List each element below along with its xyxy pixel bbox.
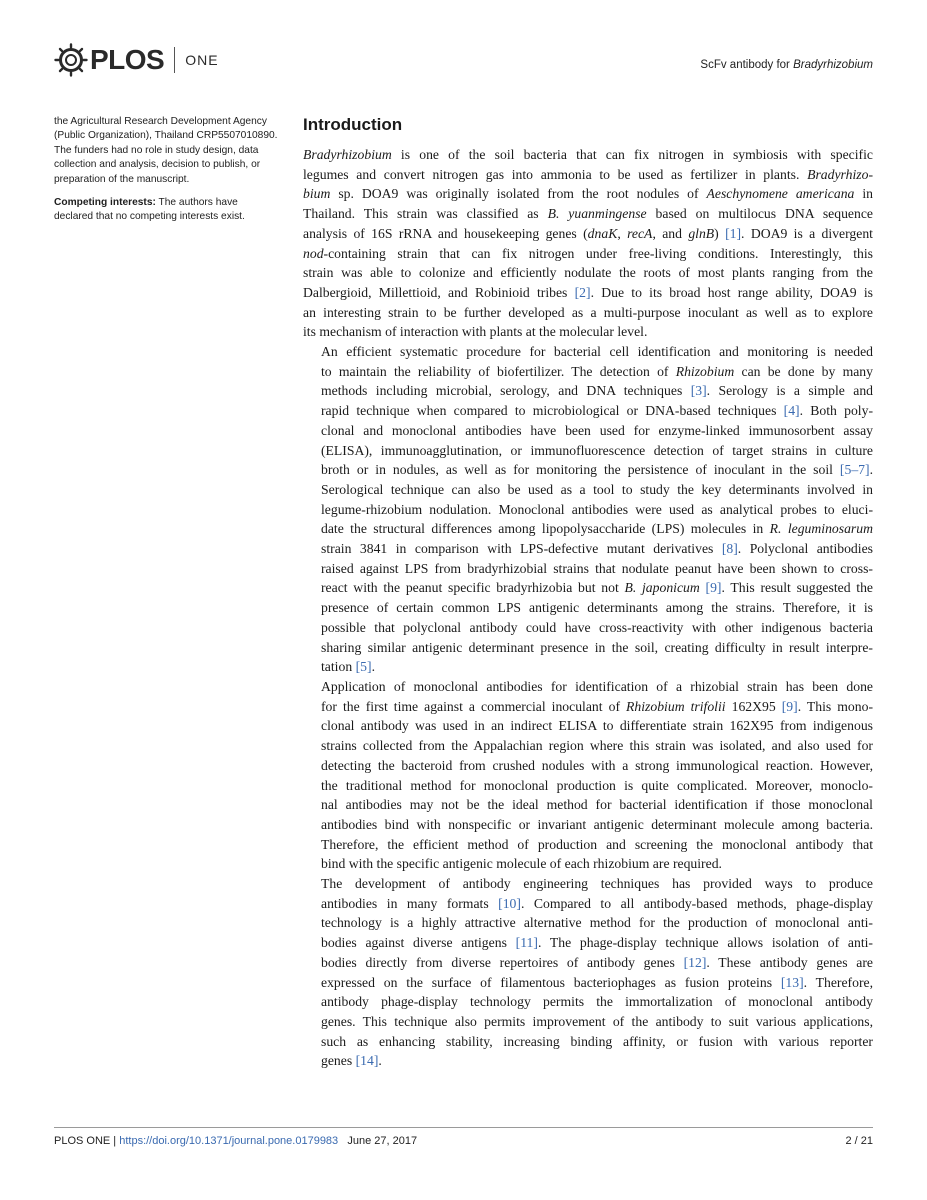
- competing-interests-note: [54, 196, 278, 225]
- text-run: . Polyclonal antibodies: [737, 541, 873, 557]
- text-line: [303, 559, 873, 579]
- text-run: . Compared to all antibody-based methods, phage-display: [520, 895, 873, 911]
- text-line: [303, 933, 873, 953]
- italic-term: Rhizobium trifolii: [626, 698, 726, 714]
- citation-link[interactable]: [8]: [721, 541, 738, 557]
- doi-link[interactable]: https://doi.org/10.1371/journal.pone.0179983: [119, 1135, 339, 1147]
- text-run: legume-rhizobium nodulation. Monoclonal antibodies were used as analytical probes to eluci-: [321, 501, 873, 517]
- citation-link[interactable]: [13]: [780, 974, 804, 990]
- text-run: analysis of 16S rRNA and housekeeping genes (: [303, 225, 588, 241]
- text-line: [303, 224, 873, 244]
- text-run: presence of certain common LPS antigenic determinants among the strains. Therefore, it is: [321, 600, 873, 616]
- text-run: date the structural differences among lipopolysaccharide (LPS) molecules in: [321, 521, 770, 537]
- text-line: [303, 874, 873, 894]
- italic-term: nod: [303, 245, 324, 261]
- text-run: sp. DOA9 was originally isolated from the root nodules of: [330, 186, 707, 202]
- logo-divider: [174, 47, 175, 73]
- text-run: Application of monoclonal antibodies for identification of a rhizobial strain has been done: [321, 678, 873, 694]
- text-run: bodies against diverse antigens: [321, 935, 516, 951]
- text-line: [303, 460, 873, 480]
- text-line: [303, 244, 873, 264]
- text-run: . Therefore,: [803, 974, 873, 990]
- text-run: The development of antibody engineering techniques has provided ways to produce: [321, 876, 873, 892]
- text-line: [303, 421, 873, 441]
- text-run: legumes and convert nitrogen gas into ammonia to be used as fertilizer in plants.: [303, 166, 808, 182]
- text-run: strains collected from the Appalachian region where this strain was isolated, and also used for: [321, 738, 873, 754]
- text-run: antibodies bind with nonspecific or invariant antigenic determinant molecule among bacteria.: [321, 816, 873, 832]
- text-run: . Both poly-: [799, 403, 874, 419]
- footer-citation: [54, 1135, 417, 1147]
- main-column: [303, 114, 873, 1071]
- text-line: [303, 716, 873, 736]
- text-run: strain 3841 in comparison with LPS-defective mutant derivatives: [321, 541, 722, 557]
- sidebar-notes: [54, 115, 278, 234]
- italic-term: Bradyrhizo-: [807, 166, 873, 182]
- citation-link[interactable]: [1]: [725, 225, 742, 241]
- text-line: [303, 500, 873, 520]
- text-run: such as enhancing stability, increasing binding affinity, or fusion with various reporter: [321, 1033, 873, 1049]
- section-heading: Introduction: [303, 115, 403, 134]
- text-line: [303, 795, 873, 815]
- text-run: nal antibodies may not be the ideal method for bacterial identification if those monoclonal: [321, 797, 873, 813]
- text-run: An efficient systematic procedure for bacterial cell identification and monitoring is needed: [321, 344, 873, 360]
- text-run: ): [714, 225, 726, 241]
- text-run: its mechanism of interaction with plants at the molecular level.: [303, 324, 648, 340]
- text-line: [303, 519, 873, 539]
- text-run: antibody phage-display technology permits the immortalization of monoclonal antibody: [321, 994, 873, 1010]
- text-run: .: [371, 659, 375, 675]
- text-line: [303, 598, 873, 618]
- italic-term: bium: [303, 186, 331, 202]
- text-run: bodies directly from diverse repertoires of antibody genes: [321, 954, 684, 970]
- text-run: expressed on the surface of filamentous bacteriophages as fusion proteins: [321, 974, 781, 990]
- text-run: methods including microbial, serology, and DNA techniques: [321, 383, 691, 399]
- text-line: [303, 973, 873, 993]
- text-run: -containing strain that can fix nitrogen under free-living conditions. Interestingly, this: [323, 245, 873, 261]
- footer-rule: [54, 1127, 873, 1128]
- text-line: [303, 322, 873, 342]
- paragraph: [303, 145, 873, 342]
- competing-interests-label: Competing interests:: [54, 197, 156, 209]
- text-run: strain was able to colonize and efficiently nodulate the roots of most plants ranging from the: [303, 265, 873, 281]
- text-run: . This result suggested the: [721, 580, 874, 596]
- text-run: tation: [321, 659, 356, 675]
- text-run: based on multilocus DNA sequence: [646, 206, 873, 222]
- text-line: [303, 756, 873, 776]
- text-run: possible that polyclonal antibody could have cross-reactivity with other indigenous bacteria: [321, 619, 873, 635]
- running-head-prefix: ScFv antibody for: [700, 59, 794, 71]
- citation-link[interactable]: [5–7]: [839, 462, 870, 478]
- text-run: . These antibody genes are: [706, 954, 873, 970]
- logo-wordmark: PLOS: [90, 44, 165, 75]
- text-line: [303, 539, 873, 559]
- italic-term: R. leguminosarum: [769, 521, 873, 537]
- text-line: [303, 263, 873, 283]
- text-run: is one of the soil bacteria that can fix nitrogen in symbiosis with specific: [391, 147, 873, 162]
- text-run: Dalbergioid, Millettioid, and Robinioid tribes: [303, 284, 575, 300]
- text-run: technology is a highly attractive alternative method for the production of monoclonal anti-: [321, 915, 873, 931]
- text-line: [303, 480, 873, 500]
- funding-note: the Agricultural Research Development Agency (Public Organization), Thailand CRP5507010890. The funders had no role in study design, data collection and analysis, decision to publish, or preparation of the manuscript.: [54, 116, 278, 185]
- text-line: [303, 204, 873, 224]
- citation-link[interactable]: [9]: [705, 580, 722, 596]
- text-run: . DOA9 is a divergent: [741, 225, 873, 241]
- text-run: can be done by many: [734, 363, 873, 379]
- text-run: broth or in nodules, as well as for monitoring the persistence of inoculant in the soil: [321, 462, 840, 478]
- text-run: for the first time against a commercial inoculant of: [321, 698, 627, 714]
- text-line: [303, 1012, 873, 1032]
- logo-subtitle: ONE: [185, 52, 219, 68]
- text-line: [303, 815, 873, 835]
- text-run: genes. This technique also permits improvement of the antibody to suit various applications,: [321, 1013, 873, 1029]
- text-line: [303, 441, 873, 461]
- text-run: raised against LPS from bradyrhizobial strains that nodulate peanut have been shown to cross-: [321, 560, 873, 576]
- citation-link[interactable]: [12]: [683, 954, 707, 970]
- page-number: 2 / 21: [845, 1135, 873, 1147]
- italic-term: B. yuanmingense: [547, 206, 647, 222]
- citation-link[interactable]: [3]: [690, 383, 707, 399]
- running-head-italic: Bradyrhizobium: [793, 59, 873, 71]
- text-line: [303, 854, 873, 874]
- text-line: [303, 303, 873, 323]
- text-run: sharing similar antigenic determinant presence in the soil, creating difficulty in result interpre-: [321, 639, 873, 655]
- paragraph: [303, 342, 873, 677]
- citation-link[interactable]: [14]: [355, 1053, 379, 1069]
- text-run: . Due to its broad host range ability, DOA9 is: [590, 284, 873, 300]
- text-run: genes: [321, 1053, 356, 1069]
- paragraph: [303, 677, 873, 874]
- text-line: [303, 165, 873, 185]
- text-line: [303, 657, 873, 677]
- text-line: [303, 894, 873, 914]
- text-run: Thailand. This strain was classified as: [303, 206, 548, 222]
- text-run: the traditional method for monoclonal production is quite complicated. Moreover, monoclo-: [321, 777, 873, 793]
- text-line: [303, 638, 873, 658]
- text-run: (ELISA), immunoagglutination, or immunofluorescence detection of target strains in culture: [321, 442, 873, 458]
- text-run: rapid technique when compared to microbiological or DNA-based techniques: [321, 403, 784, 419]
- plos-one-logo: [54, 40, 219, 80]
- text-line: [303, 835, 873, 855]
- running-head: [700, 59, 873, 71]
- text-line: [303, 1032, 873, 1052]
- citation-link[interactable]: [9]: [781, 698, 798, 714]
- text-line: [303, 618, 873, 638]
- text-line: [303, 736, 873, 756]
- text-line: [303, 401, 873, 421]
- text-run: Therefore, the efficient method of production and screening the monoclonal antibody that: [321, 836, 873, 852]
- text-run: . This mono-: [797, 698, 874, 714]
- footer-date: June 27, 2017: [338, 1135, 418, 1147]
- text-line: [303, 578, 873, 598]
- plos-globe-icon: [54, 43, 88, 77]
- citation-link[interactable]: [5]: [355, 659, 372, 675]
- footer-journal: PLOS ONE |: [54, 1135, 120, 1147]
- text-run: detecting the bacteroid from crushed nodules with a strong immunological reaction. However,: [321, 757, 873, 773]
- text-line: [303, 913, 873, 933]
- text-line: [303, 776, 873, 796]
- text-line: [303, 342, 873, 362]
- text-line: [303, 992, 873, 1012]
- text-run: Serological technique can also be used as a tool to study the key determinants involved in: [321, 481, 873, 497]
- text-line: [303, 184, 873, 204]
- text-line: [303, 145, 873, 165]
- italic-term: B. japonicum: [624, 580, 700, 596]
- italic-term: dnaK: [587, 225, 618, 241]
- text-run: . The phage-display technique allows isolation of anti-: [537, 935, 873, 951]
- text-line: [303, 1051, 873, 1071]
- text-line: [303, 677, 873, 697]
- text-run: react with the peanut specific bradyrhizobia but not: [321, 580, 625, 596]
- text-run: an interesting strain to be further developed as a multi-purpose inoculant as well as to explore: [303, 304, 873, 320]
- text-run: 162X95: [725, 698, 782, 714]
- text-line: [303, 362, 873, 382]
- text-run: clonal and monoclonal antibodies have been used for enzyme-linked immunosorbent assay: [321, 422, 873, 438]
- text-run: antibodies in many formats: [321, 895, 499, 911]
- competing-interests-text: The authors have declared that no competing interests exist.: [54, 197, 245, 223]
- citation-link[interactable]: [2]: [574, 284, 591, 300]
- text-run: , and: [652, 225, 689, 241]
- text-run: ,: [617, 225, 628, 241]
- citation-link[interactable]: [10]: [498, 895, 521, 911]
- italic-term: recA: [627, 225, 653, 241]
- text-run: to maintain the reliability of biofertilizer. The detection of: [321, 363, 676, 379]
- text-line: [303, 953, 873, 973]
- text-run: .: [378, 1053, 382, 1069]
- text-run: in: [854, 186, 874, 202]
- text-run: clonal antibody was used in an indirect ELISA to differentiate strain 162X95 from indigenous: [321, 718, 873, 734]
- italic-term: Aeschynomene americana: [706, 186, 855, 202]
- text-run: .: [869, 462, 873, 478]
- italic-term: Bradyrhizobium: [303, 147, 392, 162]
- text-run: bind with the specific antigenic molecule of each rhizobium are required.: [321, 856, 722, 872]
- italic-term: Rhizobium: [675, 363, 735, 379]
- text-line: [303, 381, 873, 401]
- text-run: . Serology is a simple and: [706, 383, 874, 399]
- text-line: [303, 283, 873, 303]
- text-line: [303, 697, 873, 717]
- paragraph: [303, 874, 873, 1071]
- introduction-body: [303, 145, 873, 1071]
- citation-link[interactable]: [4]: [783, 403, 800, 419]
- citation-link[interactable]: [11]: [515, 935, 538, 951]
- italic-term: glnB: [688, 225, 715, 241]
